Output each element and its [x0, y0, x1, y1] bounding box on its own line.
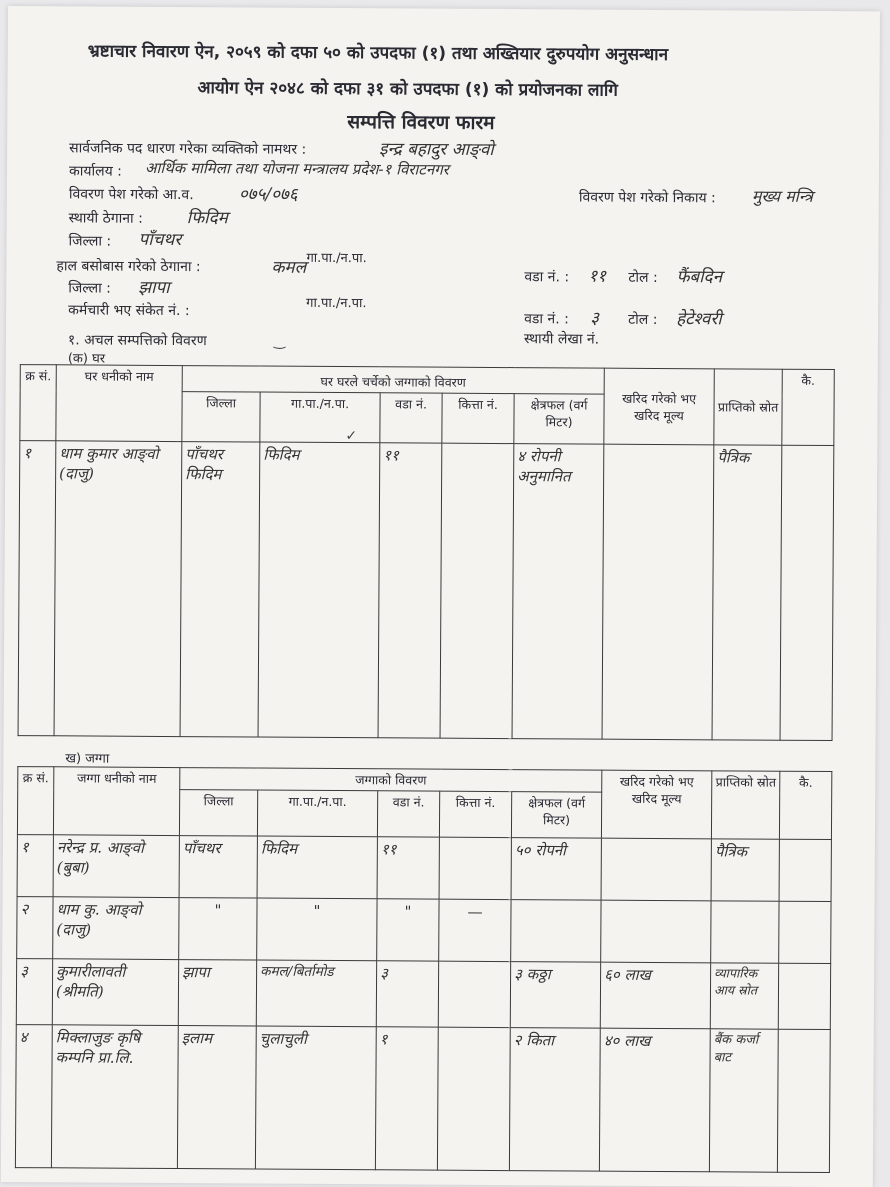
house-row-1-source: पैत्रिक: [712, 445, 782, 740]
office-value: आर्थिक मामिला तथा योजना मन्त्रालय प्रदेश-१ विराटनगर: [144, 158, 449, 179]
land-row-1-area: ५० रोपनी: [511, 838, 601, 901]
perm-district-label: जिल्ला :: [68, 233, 112, 250]
house-table: [18, 364, 835, 741]
land-row-4-kitta: [437, 1027, 510, 1170]
land-col-remarks: कै.: [779, 771, 831, 839]
land-col-ward: वडा नं.: [377, 791, 439, 837]
house-row-1-owner: धाम कुमार आङ्वो (दाजु): [54, 441, 182, 737]
land-row-1-remarks: [779, 839, 831, 901]
house-row-1-kitta: [440, 443, 514, 738]
land-row-3-district: झापा: [178, 960, 256, 1026]
current-tole-label: टोल :: [628, 311, 658, 328]
perm-tole-value: फैंबदिन: [676, 267, 723, 288]
land-row-2-remarks: [779, 901, 831, 963]
current-ward-value: ३: [590, 308, 600, 329]
submit-body-label: विवरण पेश गरेको निकाय :: [578, 189, 716, 207]
current-address-label: हाल बसोबास गरेको ठेगाना :: [56, 258, 201, 276]
land-row-4-sn: ४: [15, 1025, 52, 1168]
perm-ward-label: वडा नं. :: [524, 269, 570, 286]
form-title: सम्पत्ति विवरण फारम: [347, 111, 495, 134]
land-subtitle: ख) जग्गा: [65, 751, 110, 767]
house-col-owner: घर धनीको नाम: [56, 365, 182, 442]
land-row-3-kitta: [438, 961, 510, 1027]
name-label: सार्वजनिक पद धारण गरेका व्यक्तिको नामथर :: [69, 140, 307, 158]
land-row-3-remarks: [778, 963, 830, 1029]
land-row-4-muni: चुलाचुली: [255, 1026, 376, 1170]
house-col-muni: गा.पा./न.पा.: [260, 392, 380, 443]
land-row-2-sn: २: [17, 897, 53, 959]
land-row-2-district: ": [179, 898, 257, 960]
header-line-1: भ्रष्टाचार निवारण ऐन, २०५९ को दफा ५० को उपदफा (१) तथा अख्तियार दुरुपयोग अनुसन्धान: [87, 41, 669, 66]
current-municipality-label: गा.पा./न.पा.: [306, 295, 367, 312]
fiscal-year-label: विवरण पेश गरेको आ.व.: [68, 186, 194, 204]
current-ward-label: वडा नं. :: [524, 311, 569, 328]
land-row-2-price: [601, 900, 711, 963]
section1-title: १. अचल सम्पत्तिको विवरण: [67, 332, 207, 350]
land-row-3-muni: कमल/बिर्तामोड: [256, 960, 376, 1027]
submit-body-value: मुख्य मन्त्रि: [751, 186, 813, 206]
land-row-1-source: पैत्रिक: [711, 839, 779, 901]
land-row-1-muni: फिदिम: [257, 836, 377, 899]
land-col-area: क्षेत्रफल (वर्ग मिटर): [511, 792, 601, 839]
land-col-kitta: कित्ता नं.: [439, 791, 511, 837]
house-col-area: क्षेत्रफल (वर्ग मिटर): [514, 394, 604, 445]
land-row-4-price: ४० लाख: [599, 1028, 710, 1172]
land-row-1-kitta: [439, 837, 511, 899]
current-tole-value: हेटेश्वरी: [676, 309, 722, 330]
perm-district-value: पाँचथर: [138, 229, 182, 251]
form-page: [1, 6, 880, 1187]
land-row-3-ward: ३: [376, 961, 438, 1027]
land-row-4-owner: मिक्लाजुङ कृषि कम्पनि प्रा.लि.: [51, 1025, 178, 1169]
land-row-4-ward: १: [375, 1027, 438, 1170]
table-row: [16, 959, 830, 1030]
land-row-2-kitta: —: [439, 899, 511, 961]
name-value: इन्द्र बहादुर आङ्वो: [379, 139, 494, 160]
house-col-group: घर घरले चर्चेको जग्गाको विवरण: [182, 366, 604, 395]
land-row-4-district: इलाम: [177, 1026, 256, 1169]
table-row: [18, 441, 834, 741]
land-col-price: खरिद गरेको भए खरिद मूल्य: [601, 770, 711, 839]
house-col-remarks: कै.: [782, 369, 834, 445]
house-col-source: प्राप्तिको स्रोत: [714, 369, 782, 445]
land-row-2-source: [711, 901, 779, 963]
land-col-group: जग्गाको विवरण: [180, 768, 602, 793]
perm-tole-label: टोल :: [628, 269, 658, 286]
land-row-1-ward: ११: [377, 837, 439, 899]
perm-address-value: फिदिम: [186, 208, 228, 229]
land-col-owner: जग्गा धनीको नाम: [53, 767, 179, 836]
land-col-muni: गा.पा./न.पा.: [257, 790, 377, 837]
house-col-district: जिल्ला: [182, 392, 260, 442]
current-address-value: कमल: [271, 257, 307, 278]
land-row-3-area: ३ कठ्ठा: [510, 962, 600, 1029]
current-district-label: जिल्ला :: [68, 280, 111, 297]
land-row-4-area: २ किता: [509, 1028, 600, 1172]
land-col-sn: क्र सं.: [17, 767, 53, 835]
house-row-1-muni: फिदिम: [258, 442, 380, 738]
table-row: [17, 897, 831, 964]
pen-tick-mark: ‿: [273, 333, 286, 350]
pen-tick-mark: ✓: [345, 428, 358, 445]
land-table: [15, 766, 832, 1173]
house-row-1-area: ४ रोपनी अनुमानित: [512, 444, 604, 740]
house-subtitle: (क) घर: [67, 351, 106, 367]
table-row: [15, 1025, 830, 1173]
perm-address-label: स्थायी ठेगाना :: [68, 210, 143, 227]
land-col-source: प्राप्तिको स्रोत: [711, 771, 779, 839]
house-col-sn: क्र सं.: [20, 365, 56, 441]
office-label: कार्यालय :: [68, 163, 122, 180]
land-row-2-area: [511, 900, 601, 963]
land-row-2-muni: ": [257, 898, 377, 961]
land-row-2-owner: धाम कु. आङ्वो (दाजु): [53, 897, 179, 960]
house-row-1-district: पाँचथर फिदिम: [180, 442, 260, 737]
land-row-3-owner: कुमारीलावती (श्रीमति): [52, 959, 178, 1026]
pan-label: स्थायी लेखा नं.: [523, 331, 600, 348]
land-row-4-remarks: [777, 1029, 830, 1172]
land-row-3-price: ६० लाख: [600, 962, 710, 1029]
table-row: [17, 835, 831, 902]
house-row-1-sn: १: [18, 441, 56, 736]
land-row-3-source: व्यापारिक आय स्रोत: [710, 963, 778, 1029]
house-col-ward: वडा नं.: [380, 393, 442, 443]
house-col-kitta: कित्ता नं.: [442, 393, 514, 443]
land-row-3-sn: ३: [16, 959, 52, 1025]
land-row-1-price: [601, 838, 711, 901]
employee-code-label: कर्मचारी भए संकेत नं. :: [68, 302, 190, 320]
fiscal-year-value: ०७५/०७६: [238, 184, 298, 205]
land-row-2-ward: ": [377, 899, 439, 961]
land-row-1-owner: नरेन्द्र प्र. आङ्वो (बुबा): [53, 835, 179, 898]
house-row-1-price: [602, 444, 714, 740]
header-line-2: आयोग ऐन २०४८ को दफा ३१ को उपदफा (१) को प्रयोजनका लागि: [197, 78, 618, 101]
house-row-1-ward: ११: [378, 443, 442, 738]
house-col-price: खरिद गरेको भए खरिद मूल्य: [604, 368, 714, 445]
land-col-district: जिल्ला: [179, 790, 257, 836]
land-row-1-district: पाँचथर: [179, 836, 257, 898]
house-row-1-remarks: [780, 445, 834, 740]
land-row-1-sn: १: [17, 835, 53, 897]
land-row-4-source: बैंक कर्जा बाट: [709, 1029, 778, 1172]
current-district-value: झापा: [138, 277, 170, 298]
perm-municipality-label: गा.पा./न.पा.: [306, 250, 367, 267]
perm-ward-value: ११: [588, 266, 607, 287]
